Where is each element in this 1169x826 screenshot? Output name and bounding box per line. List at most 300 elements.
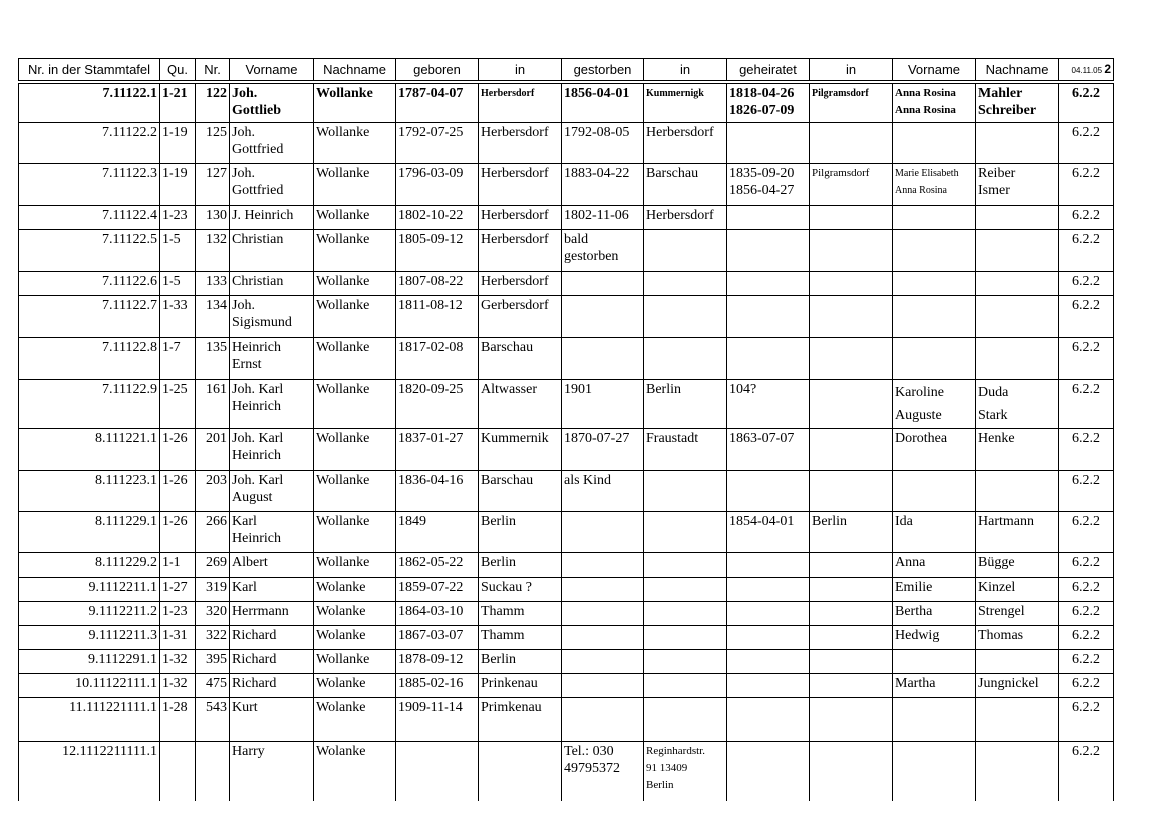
table-row (19, 379, 1114, 428)
table-row (19, 511, 1114, 552)
cell-quelle: 1-28 (160, 697, 196, 741)
cell-geboren-in: Herbersdorf (479, 122, 562, 163)
cell-partner-vorname: Ida (893, 511, 976, 552)
table-row (19, 205, 1114, 229)
cell-geboren: 1885-02-16 (396, 673, 479, 697)
cell-tafel-ref: 6.2.2 (1059, 470, 1114, 511)
cell-quelle: 1-31 (160, 625, 196, 649)
cell-partner-nachname (976, 697, 1059, 741)
table-row (19, 163, 1114, 205)
cell-nr: 322 (196, 625, 230, 649)
cell-partner-nachname (976, 649, 1059, 673)
cell-geheiratet-in (810, 552, 893, 577)
cell-quelle: 1-23 (160, 205, 196, 229)
cell-tafel-ref: 6.2.2 (1059, 552, 1114, 577)
cell-quelle: 1-5 (160, 229, 196, 271)
cell-nachname: Wollanke (314, 295, 396, 337)
cell-gestorben (562, 271, 644, 295)
page-date-header (1059, 59, 1114, 83)
cell-geboren: 1787-04-07 (396, 82, 479, 122)
cell-vorname: Joh. Gottlieb (230, 82, 314, 122)
cell-partner-nachname: Mahler Schreiber (976, 82, 1059, 122)
cell-stammtafel-nr: 9.1112211.2 (19, 601, 160, 625)
cell-geheiratet-in (810, 673, 893, 697)
cell-quelle: 1-26 (160, 470, 196, 511)
cell-gestorben-in: Reginhardstr. 91 13409 Berlin (644, 741, 727, 801)
cell-tafel-ref: 6.2.2 (1059, 673, 1114, 697)
cell-nachname: Wolanke (314, 673, 396, 697)
column-header-stammtafel-nr: Nr. in der Stammtafel (19, 59, 160, 83)
cell-gestorben (562, 697, 644, 741)
column-header-vorname: Vorname (230, 59, 314, 83)
cell-geheiratet: 104? (727, 379, 810, 428)
cell-nachname: Wollanke (314, 229, 396, 271)
cell-partner-nachname (976, 122, 1059, 163)
table-row (19, 229, 1114, 271)
cell-partner-nachname: Bügge (976, 552, 1059, 577)
cell-partner-vorname (893, 229, 976, 271)
cell-tafel-ref: 6.2.2 (1059, 428, 1114, 470)
column-header-partner-vorname: Vorname (893, 59, 976, 83)
cell-stammtafel-nr: 9.1112211.1 (19, 577, 160, 601)
cell-geheiratet: 1818-04-26 1826-07-09 (727, 82, 810, 122)
cell-quelle: 1-32 (160, 649, 196, 673)
cell-gestorben: 1792-08-05 (562, 122, 644, 163)
cell-gestorben (562, 552, 644, 577)
cell-nr: 266 (196, 511, 230, 552)
table-row (19, 271, 1114, 295)
cell-geheiratet-in (810, 741, 893, 801)
cell-nachname: Wolanke (314, 577, 396, 601)
cell-vorname: Richard (230, 649, 314, 673)
cell-geheiratet (727, 295, 810, 337)
cell-vorname: Herrmann (230, 601, 314, 625)
cell-nr: 122 (196, 82, 230, 122)
cell-nr: 320 (196, 601, 230, 625)
cell-partner-nachname (976, 205, 1059, 229)
cell-partner-vorname: Martha (893, 673, 976, 697)
cell-geheiratet-in (810, 271, 893, 295)
cell-quelle: 1-19 (160, 163, 196, 205)
cell-gestorben (562, 673, 644, 697)
table-row (19, 552, 1114, 577)
cell-quelle: 1-23 (160, 601, 196, 625)
cell-vorname: Heinrich Ernst (230, 337, 314, 379)
table-row (19, 601, 1114, 625)
cell-nr: 133 (196, 271, 230, 295)
table-row (19, 673, 1114, 697)
cell-quelle: 1-19 (160, 122, 196, 163)
cell-nr: 201 (196, 428, 230, 470)
cell-geheiratet (727, 697, 810, 741)
cell-geboren-in: Herbersdorf (479, 82, 562, 122)
cell-stammtafel-nr: 7.11122.1 (19, 82, 160, 122)
cell-geboren-in: Herbersdorf (479, 163, 562, 205)
cell-gestorben: 1802-11-06 (562, 205, 644, 229)
cell-partner-nachname (976, 337, 1059, 379)
cell-partner-vorname: Dorothea (893, 428, 976, 470)
table-row (19, 337, 1114, 379)
column-header-nachname: Nachname (314, 59, 396, 83)
genealogy-table (18, 58, 1114, 801)
cell-quelle: 1-26 (160, 428, 196, 470)
cell-gestorben: Tel.: 030 49795372 (562, 741, 644, 801)
column-header-geheiratet: geheiratet (727, 59, 810, 83)
cell-geboren-in: Berlin (479, 649, 562, 673)
table-row (19, 428, 1114, 470)
cell-geheiratet (727, 122, 810, 163)
cell-geheiratet (727, 552, 810, 577)
cell-partner-nachname (976, 741, 1059, 801)
cell-tafel-ref: 6.2.2 (1059, 379, 1114, 428)
table-row (19, 649, 1114, 673)
cell-geheiratet (727, 229, 810, 271)
cell-vorname: Joh. Karl Heinrich (230, 428, 314, 470)
cell-nachname: Wolanke (314, 625, 396, 649)
cell-geheiratet (727, 205, 810, 229)
cell-partner-nachname: Jungnickel (976, 673, 1059, 697)
cell-vorname: Joh. Gottfried (230, 163, 314, 205)
cell-vorname: J. Heinrich (230, 205, 314, 229)
cell-tafel-ref: 6.2.2 (1059, 295, 1114, 337)
cell-stammtafel-nr: 7.11122.6 (19, 271, 160, 295)
cell-tafel-ref: 6.2.2 (1059, 697, 1114, 741)
table-row (19, 470, 1114, 511)
cell-vorname: Joh. Sigismund (230, 295, 314, 337)
cell-geheiratet-in (810, 122, 893, 163)
cell-gestorben: 1870-07-27 (562, 428, 644, 470)
cell-stammtafel-nr: 11.111221111.1 (19, 697, 160, 741)
cell-geboren-in: Herbersdorf (479, 229, 562, 271)
cell-nr: 543 (196, 697, 230, 741)
cell-stammtafel-nr: 8.111223.1 (19, 470, 160, 511)
cell-gestorben (562, 601, 644, 625)
cell-nr: 127 (196, 163, 230, 205)
cell-partner-vorname (893, 295, 976, 337)
cell-gestorben-in (644, 337, 727, 379)
cell-quelle: 1-32 (160, 673, 196, 697)
column-header-gestorben-in: in (644, 59, 727, 83)
cell-tafel-ref: 6.2.2 (1059, 229, 1114, 271)
cell-gestorben: 1901 (562, 379, 644, 428)
cell-gestorben: als Kind (562, 470, 644, 511)
cell-geheiratet (727, 741, 810, 801)
cell-partner-nachname (976, 470, 1059, 511)
cell-nr: 130 (196, 205, 230, 229)
cell-geheiratet-in (810, 379, 893, 428)
cell-tafel-ref: 6.2.2 (1059, 271, 1114, 295)
cell-partner-vorname: Karoline Auguste (893, 379, 976, 428)
cell-nachname: Wollanke (314, 82, 396, 122)
cell-geheiratet (727, 649, 810, 673)
cell-geboren-in: Prinkenau (479, 673, 562, 697)
cell-gestorben (562, 625, 644, 649)
cell-stammtafel-nr: 9.1112211.3 (19, 625, 160, 649)
cell-partner-vorname (893, 205, 976, 229)
cell-partner-nachname: Reiber Ismer (976, 163, 1059, 205)
cell-gestorben-in: Berlin (644, 379, 727, 428)
cell-geheiratet-in (810, 295, 893, 337)
cell-gestorben-in (644, 601, 727, 625)
cell-partner-nachname (976, 271, 1059, 295)
cell-partner-vorname (893, 649, 976, 673)
cell-geheiratet (727, 271, 810, 295)
cell-geboren-in: Herbersdorf (479, 271, 562, 295)
cell-geheiratet: 1854-04-01 (727, 511, 810, 552)
cell-vorname: Albert (230, 552, 314, 577)
cell-geheiratet (727, 337, 810, 379)
cell-geboren: 1836-04-16 (396, 470, 479, 511)
cell-gestorben-in: Barschau (644, 163, 727, 205)
cell-partner-vorname (893, 697, 976, 741)
cell-partner-vorname (893, 337, 976, 379)
cell-nr: 134 (196, 295, 230, 337)
cell-tafel-ref: 6.2.2 (1059, 205, 1114, 229)
cell-vorname: Christian (230, 229, 314, 271)
table-row (19, 295, 1114, 337)
cell-geboren-in: Primkenau (479, 697, 562, 741)
cell-nr: 203 (196, 470, 230, 511)
table-row (19, 82, 1114, 122)
cell-vorname: Christian (230, 271, 314, 295)
cell-stammtafel-nr: 7.11122.8 (19, 337, 160, 379)
cell-partner-nachname: Henke (976, 428, 1059, 470)
cell-nachname: Wolanke (314, 697, 396, 741)
cell-nr: 475 (196, 673, 230, 697)
cell-geheiratet-in (810, 205, 893, 229)
cell-geheiratet-in (810, 625, 893, 649)
cell-geboren-in: Gerbersdorf (479, 295, 562, 337)
cell-geboren: 1849 (396, 511, 479, 552)
cell-quelle: 1-5 (160, 271, 196, 295)
cell-geheiratet (727, 470, 810, 511)
cell-stammtafel-nr: 8.111229.1 (19, 511, 160, 552)
cell-gestorben-in: Herbersdorf (644, 122, 727, 163)
cell-gestorben: 1856-04-01 (562, 82, 644, 122)
cell-geheiratet (727, 601, 810, 625)
cell-tafel-ref: 6.2.2 (1059, 577, 1114, 601)
cell-partner-nachname: Kinzel (976, 577, 1059, 601)
cell-gestorben (562, 511, 644, 552)
cell-quelle (160, 741, 196, 801)
column-header-gestorben: gestorben (562, 59, 644, 83)
column-header-nr: Nr. (196, 59, 230, 83)
cell-geboren-in: Berlin (479, 511, 562, 552)
column-header-geboren: geboren (396, 59, 479, 83)
cell-geheiratet (727, 625, 810, 649)
cell-gestorben-in (644, 577, 727, 601)
cell-geheiratet-in (810, 577, 893, 601)
cell-stammtafel-nr: 7.11122.5 (19, 229, 160, 271)
cell-stammtafel-nr: 7.11122.4 (19, 205, 160, 229)
cell-nr: 125 (196, 122, 230, 163)
cell-partner-vorname: Emilie (893, 577, 976, 601)
cell-tafel-ref: 6.2.2 (1059, 163, 1114, 205)
cell-geheiratet-in (810, 649, 893, 673)
cell-nr: 132 (196, 229, 230, 271)
column-header-quelle: Qu. (160, 59, 196, 83)
cell-partner-vorname (893, 470, 976, 511)
cell-partner-vorname: Marie Elisabeth Anna Rosina (893, 163, 976, 205)
cell-geboren-in: Herbersdorf (479, 205, 562, 229)
cell-geheiratet-in (810, 428, 893, 470)
cell-gestorben-in (644, 295, 727, 337)
cell-nachname: Wollanke (314, 552, 396, 577)
cell-geboren: 1820-09-25 (396, 379, 479, 428)
cell-geboren: 1802-10-22 (396, 205, 479, 229)
cell-gestorben (562, 577, 644, 601)
cell-gestorben-in: Fraustadt (644, 428, 727, 470)
cell-quelle: 1-25 (160, 379, 196, 428)
date: 04.11.05 (1071, 65, 1103, 75)
cell-nachname: Wollanke (314, 470, 396, 511)
cell-nachname: Wollanke (314, 379, 396, 428)
cell-tafel-ref: 6.2.2 (1059, 741, 1114, 801)
cell-gestorben-in (644, 511, 727, 552)
cell-vorname: Joh. Karl August (230, 470, 314, 511)
cell-gestorben-in (644, 552, 727, 577)
cell-quelle: 1-26 (160, 511, 196, 552)
cell-geboren: 1909-11-14 (396, 697, 479, 741)
cell-geboren: 1807-08-22 (396, 271, 479, 295)
cell-gestorben-in: Kummernigk (644, 82, 727, 122)
cell-nr: 135 (196, 337, 230, 379)
cell-nachname: Wolanke (314, 601, 396, 625)
cell-gestorben-in (644, 625, 727, 649)
cell-tafel-ref: 6.2.2 (1059, 511, 1114, 552)
cell-gestorben: bald gestorben (562, 229, 644, 271)
header-row (19, 59, 1114, 83)
cell-geboren-in: Altwasser (479, 379, 562, 428)
cell-geboren: 1862-05-22 (396, 552, 479, 577)
cell-geheiratet-in (810, 337, 893, 379)
cell-nachname: Wollanke (314, 511, 396, 552)
cell-partner-vorname: Anna (893, 552, 976, 577)
cell-partner-nachname: Thomas (976, 625, 1059, 649)
column-header-partner-nachname: Nachname (976, 59, 1059, 83)
column-header-geboren-in: in (479, 59, 562, 83)
cell-quelle: 1-1 (160, 552, 196, 577)
cell-partner-vorname (893, 122, 976, 163)
cell-geboren-in: Kummernik (479, 428, 562, 470)
cell-gestorben-in (644, 271, 727, 295)
cell-vorname: Karl Heinrich (230, 511, 314, 552)
cell-geheiratet-in (810, 229, 893, 271)
table-row (19, 625, 1114, 649)
cell-gestorben (562, 337, 644, 379)
cell-gestorben-in (644, 649, 727, 673)
cell-geboren: 1859-07-22 (396, 577, 479, 601)
cell-partner-nachname: Strengel (976, 601, 1059, 625)
cell-nachname: Wollanke (314, 122, 396, 163)
cell-tafel-ref: 6.2.2 (1059, 625, 1114, 649)
cell-quelle: 1-33 (160, 295, 196, 337)
cell-tafel-ref: 6.2.2 (1059, 82, 1114, 122)
cell-quelle: 1-27 (160, 577, 196, 601)
cell-partner-vorname: Anna Rosina Anna Rosina (893, 82, 976, 122)
cell-gestorben-in (644, 673, 727, 697)
cell-partner-vorname (893, 741, 976, 801)
cell-gestorben-in (644, 697, 727, 741)
cell-stammtafel-nr: 7.11122.9 (19, 379, 160, 428)
table-row (19, 697, 1114, 741)
cell-partner-vorname: Bertha (893, 601, 976, 625)
cell-quelle: 1-21 (160, 82, 196, 122)
cell-gestorben (562, 295, 644, 337)
cell-vorname: Joh. Karl Heinrich (230, 379, 314, 428)
table-row (19, 741, 1114, 801)
cell-geheiratet (727, 577, 810, 601)
cell-geheiratet: 1835-09-20 1856-04-27 (727, 163, 810, 205)
cell-geboren: 1805-09-12 (396, 229, 479, 271)
cell-partner-nachname (976, 229, 1059, 271)
cell-nachname: Wolanke (314, 741, 396, 801)
cell-stammtafel-nr: 7.11122.2 (19, 122, 160, 163)
cell-geboren: 1878-09-12 (396, 649, 479, 673)
cell-geboren-in: Thamm (479, 625, 562, 649)
column-header-geheiratet-in: in (810, 59, 893, 83)
cell-quelle: 1-7 (160, 337, 196, 379)
cell-gestorben: 1883-04-22 (562, 163, 644, 205)
cell-partner-nachname: Duda Stark (976, 379, 1059, 428)
cell-nr: 395 (196, 649, 230, 673)
cell-stammtafel-nr: 9.1112291.1 (19, 649, 160, 673)
cell-gestorben-in: Herbersdorf (644, 205, 727, 229)
cell-stammtafel-nr: 8.111229.2 (19, 552, 160, 577)
page-number: 2 (1104, 61, 1111, 76)
cell-vorname: Joh. Gottfried (230, 122, 314, 163)
cell-nr: 269 (196, 552, 230, 577)
cell-partner-nachname: Hartmann (976, 511, 1059, 552)
cell-geboren-in: Thamm (479, 601, 562, 625)
cell-nr: 319 (196, 577, 230, 601)
cell-geboren: 1796-03-09 (396, 163, 479, 205)
cell-geheiratet-in (810, 601, 893, 625)
cell-stammtafel-nr: 7.11122.7 (19, 295, 160, 337)
cell-geboren: 1792-07-25 (396, 122, 479, 163)
cell-geboren: 1867-03-07 (396, 625, 479, 649)
cell-vorname: Richard (230, 625, 314, 649)
cell-tafel-ref: 6.2.2 (1059, 649, 1114, 673)
cell-stammtafel-nr: 12.1112211111.1 (19, 741, 160, 801)
cell-geboren-in: Suckau ? (479, 577, 562, 601)
cell-nachname: Wollanke (314, 428, 396, 470)
table-row (19, 577, 1114, 601)
cell-geboren: 1864-03-10 (396, 601, 479, 625)
cell-geboren-in: Berlin (479, 552, 562, 577)
cell-nr: 161 (196, 379, 230, 428)
cell-geheiratet-in (810, 470, 893, 511)
cell-partner-vorname: Hedwig (893, 625, 976, 649)
cell-nachname: Wollanke (314, 205, 396, 229)
cell-gestorben (562, 649, 644, 673)
cell-stammtafel-nr: 10.11122111.1 (19, 673, 160, 697)
cell-nr (196, 741, 230, 801)
cell-gestorben-in (644, 470, 727, 511)
cell-vorname: Kurt (230, 697, 314, 741)
cell-nachname: Wollanke (314, 337, 396, 379)
cell-geboren: 1837-01-27 (396, 428, 479, 470)
cell-vorname: Karl (230, 577, 314, 601)
cell-geboren: 1811-08-12 (396, 295, 479, 337)
cell-gestorben-in (644, 229, 727, 271)
cell-geheiratet: 1863-07-07 (727, 428, 810, 470)
cell-partner-nachname (976, 295, 1059, 337)
cell-nachname: Wollanke (314, 649, 396, 673)
cell-geboren-in: Barschau (479, 470, 562, 511)
cell-vorname: Richard (230, 673, 314, 697)
cell-nachname: Wollanke (314, 271, 396, 295)
